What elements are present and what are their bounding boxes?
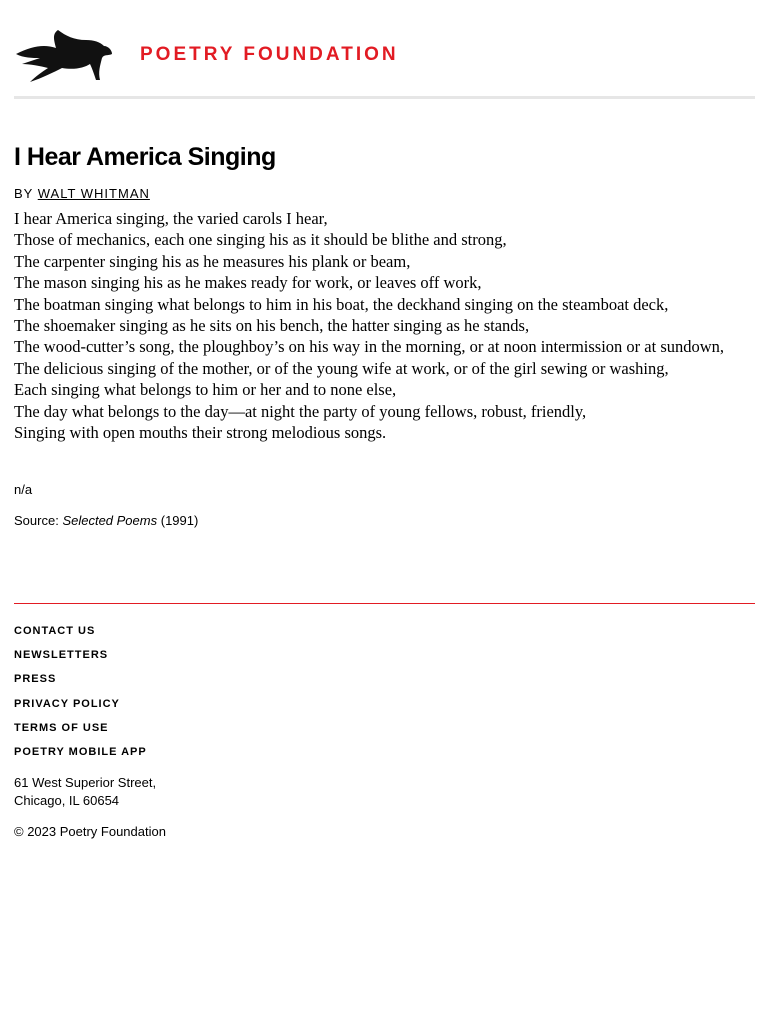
address	[14, 774, 156, 810]
poem-line: The delicious singing of the mother, or of the young wife at work, or of the girl sewing or washing,	[14, 358, 669, 378]
poem-source	[14, 513, 198, 528]
footer-divider	[14, 603, 755, 604]
poem-body	[14, 208, 759, 443]
poem-line: The boatman singing what belongs to him in his boat, the deckhand singing on the steamboat deck,	[14, 294, 669, 314]
poem-line: The carpenter singing his as he measures his plank or beam,	[14, 251, 411, 271]
poem-line: The wood-cutter’s song, the ploughboy’s on his way in the morning, or at noon intermission or at sundown,	[14, 337, 725, 357]
copyright: © 2023 Poetry Foundation	[14, 824, 166, 839]
footer-link-poetry-mobile-app[interactable]: POETRY MOBILE APP	[14, 745, 147, 758]
header-divider	[14, 96, 755, 99]
poem-line: The day what belongs to the day—at night the party of young fellows, robust, friendly,	[14, 401, 587, 421]
site-name[interactable]: POETRY FOUNDATION	[140, 44, 399, 65]
byline	[14, 186, 150, 201]
poem-line: The mason singing his as he makes ready for work, or leaves off work,	[14, 273, 482, 293]
source-year: (1991)	[160, 513, 199, 528]
by-label: BY	[14, 186, 34, 201]
poem-note: n/a	[14, 482, 33, 497]
source-title: Selected Poems	[62, 513, 158, 528]
footer-nav	[14, 624, 147, 769]
poem-line: Each singing what belongs to him or her and to none else,	[14, 380, 397, 400]
poem-title: I Hear America Singing	[14, 143, 276, 171]
footer-link-newsletters[interactable]: NEWSLETTERS	[14, 649, 109, 662]
poem-line: Singing with open mouths their strong melodious songs.	[14, 423, 387, 443]
pegasus-icon	[14, 28, 114, 84]
poem-line: I hear America singing, the varied carols I hear,	[14, 209, 328, 228]
address-line: 61 West Superior Street,	[14, 775, 157, 790]
poem-line: The shoemaker singing as he sits on his bench, the hatter singing as he stands,	[14, 316, 530, 336]
address-line: Chicago, IL 60654	[14, 793, 120, 808]
source-label: Source:	[14, 513, 59, 528]
footer-link-press[interactable]: PRESS	[14, 673, 57, 686]
footer-link-terms-of-use[interactable]: TERMS OF USE	[14, 721, 109, 734]
poem-line: Those of mechanics, each one singing his as it should be blithe and strong,	[14, 230, 507, 250]
footer-link-privacy-policy[interactable]: PRIVACY POLICY	[14, 697, 120, 710]
site-header	[14, 0, 755, 98]
footer-link-contact-us[interactable]: CONTACT US	[14, 625, 96, 637]
author-link[interactable]: WALT WHITMAN	[37, 186, 150, 201]
